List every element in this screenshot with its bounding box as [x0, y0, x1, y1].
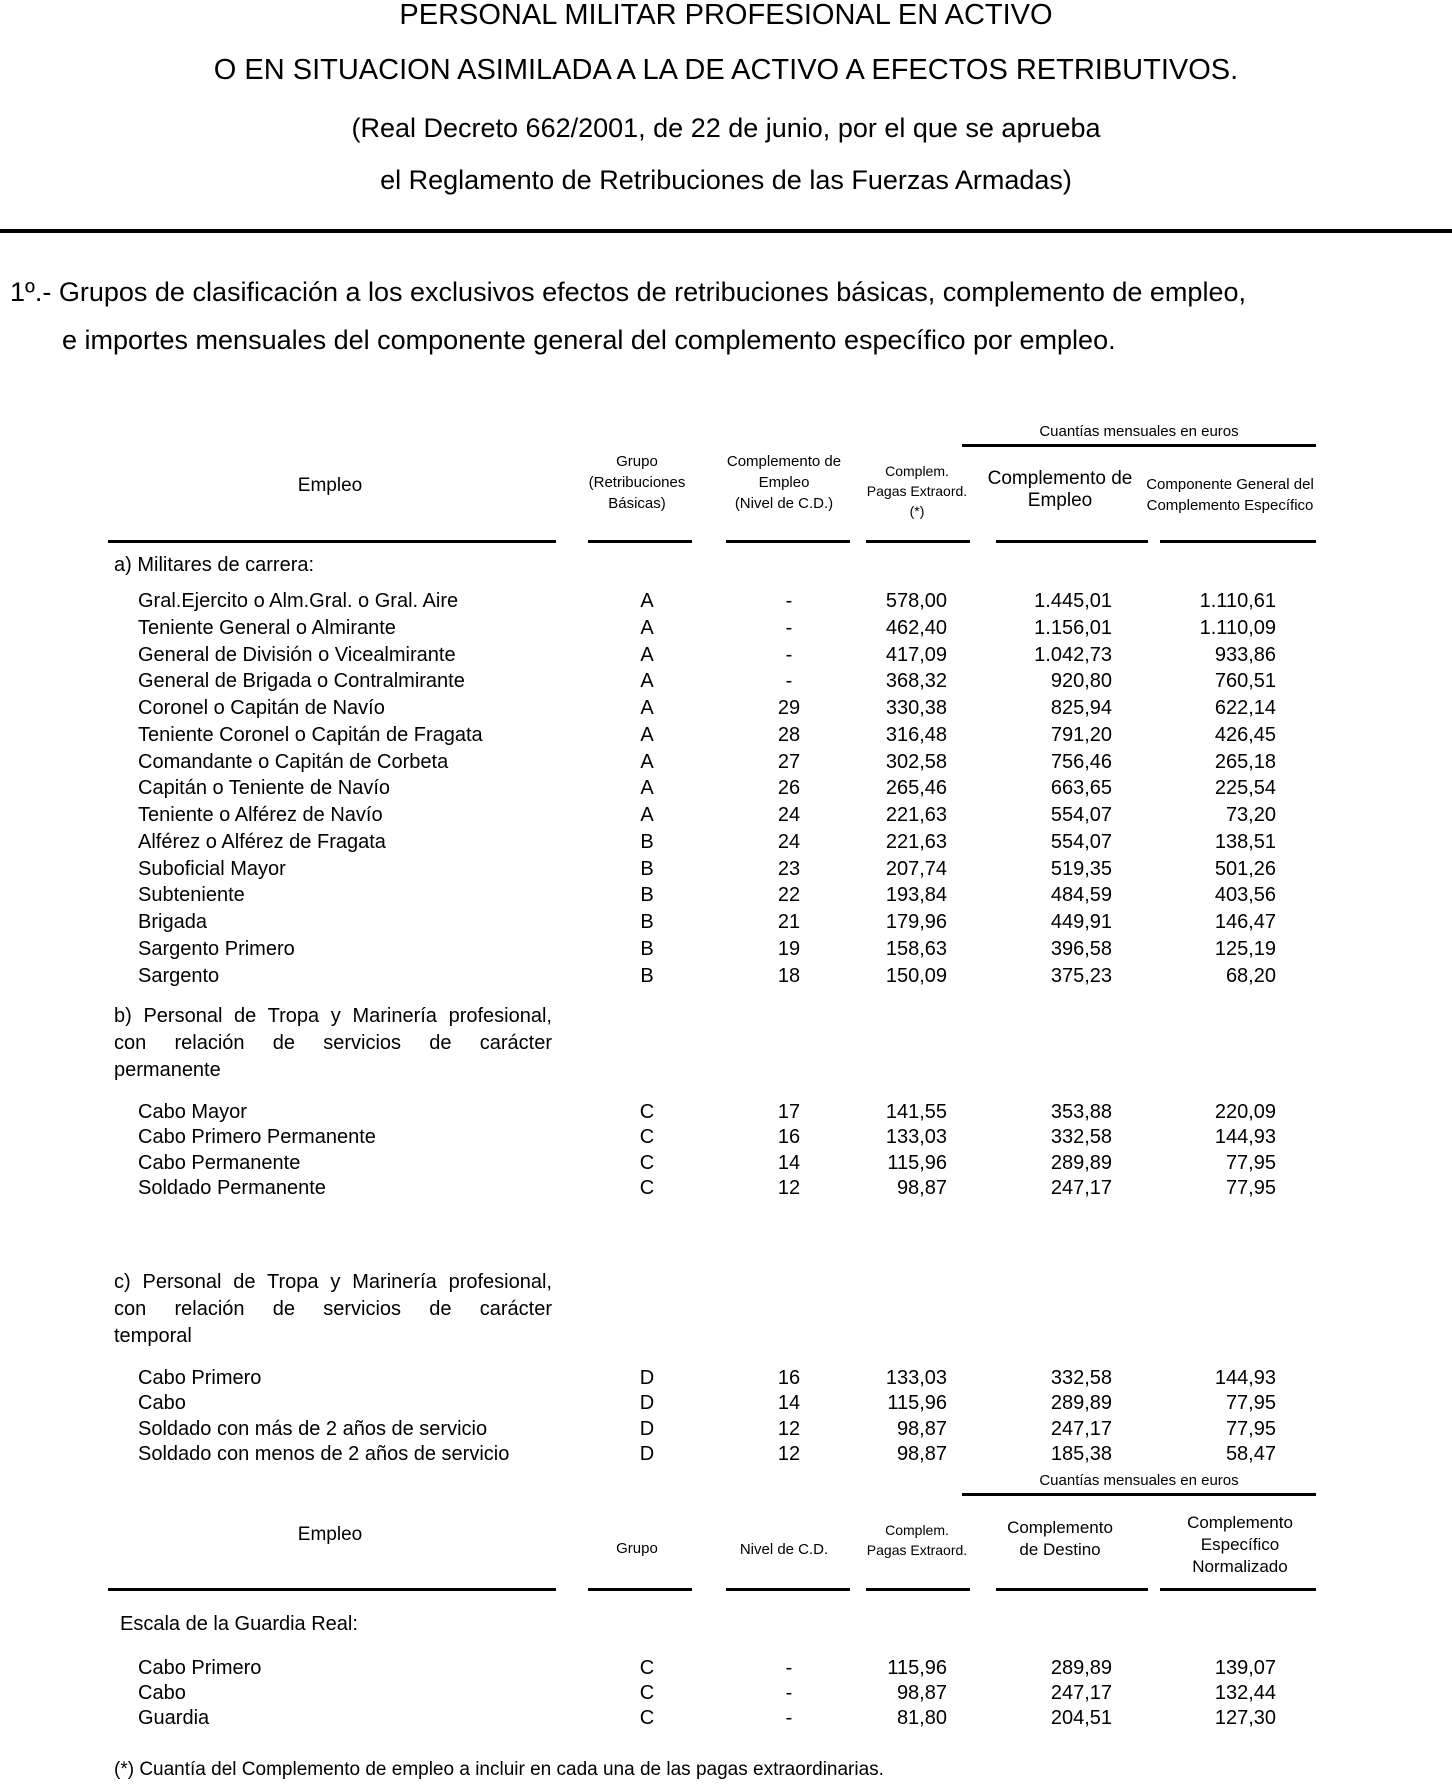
row-name: Brigada	[138, 911, 207, 933]
row-comp: 247,17	[1050, 1417, 1112, 1440]
title-line-4: el Reglamento de Retribuciones de las Fuerzas Armadas)	[380, 165, 1072, 195]
row-comp: 332,58	[1050, 1126, 1112, 1149]
row-comp: 289,89	[1050, 1657, 1112, 1679]
row-nivel: 24	[777, 804, 801, 826]
row-comp: 247,17	[1050, 1682, 1112, 1704]
row-grupo: A	[640, 804, 654, 826]
row-comp: 396,58	[1050, 937, 1112, 960]
row-name: Cabo Primero	[138, 1657, 262, 1679]
row-comp: 289,89	[1050, 1151, 1112, 1174]
table2-rule-comp	[996, 1588, 1148, 1591]
title-line-3: (Real Decreto 662/2001, de 22 de junio, por el que se aprueba	[351, 113, 1101, 143]
row-espec: 622,14	[1214, 697, 1276, 719]
table2-rule-nivel	[726, 1588, 850, 1591]
row-comp: 332,58	[1050, 1367, 1112, 1389]
row-pagas: 462,40	[885, 616, 947, 639]
table2-rule-espec	[1160, 1588, 1316, 1591]
row-nivel: 18	[777, 964, 801, 987]
row-nivel: 16	[777, 1126, 801, 1149]
row-grupo: D	[639, 1442, 655, 1465]
row-nivel: -	[785, 1707, 793, 1729]
row-pagas: 207,74	[885, 857, 947, 880]
row-grupo: D	[639, 1392, 655, 1415]
row-espec: 1.110,61	[1199, 590, 1276, 612]
row-espec: 138,51	[1214, 830, 1276, 853]
row-espec: 139,07	[1214, 1657, 1276, 1679]
title-divider	[0, 229, 1452, 233]
row-nivel: 14	[777, 1151, 801, 1174]
table-row	[0, 1124, 1452, 1150]
table2-col-pagas: Complem. Pagas Extraord.	[866, 1522, 968, 1558]
row-comp: 791,20	[1050, 723, 1112, 746]
row-grupo: B	[640, 911, 654, 933]
section-b-label: b) Personal de Tropa y Marinería profesional, con relación de servicios de carácter permanente	[114, 1005, 552, 1081]
row-pagas: 98,87	[896, 1682, 947, 1704]
row-espec: 77,95	[1225, 1417, 1276, 1440]
table1-col-pagas: Complem. Pagas Extraord. (*)	[866, 463, 968, 519]
row-espec: 73,20	[1225, 804, 1276, 826]
row-pagas: 98,87	[896, 1176, 947, 1199]
row-name: Alférez o Alférez de Fragata	[138, 830, 386, 853]
row-espec: 58,47	[1225, 1442, 1276, 1465]
row-espec: 77,95	[1225, 1176, 1276, 1199]
row-nivel: 27	[777, 750, 801, 773]
table-row	[0, 1150, 1452, 1176]
section-a-label: a) Militares de carrera:	[114, 554, 315, 576]
table-row	[0, 588, 1452, 614]
row-espec: 127,30	[1214, 1707, 1276, 1729]
row-nivel: -	[785, 1682, 793, 1704]
row-espec: 760,51	[1214, 670, 1276, 693]
row-comp: 519,35	[1050, 857, 1112, 880]
row-espec: 225,54	[1214, 777, 1276, 800]
row-nivel: 23	[777, 857, 801, 880]
table2-col-destino: Complemento de Destino	[1007, 1518, 1113, 1559]
row-name: General de Brigada o Contralmirante	[138, 670, 465, 693]
row-grupo: B	[640, 964, 654, 987]
row-comp: 1.042,73	[1034, 643, 1112, 666]
table2-rule-empleo	[108, 1588, 556, 1591]
row-pagas: 368,32	[885, 670, 947, 693]
table-row	[0, 775, 1452, 801]
table-row	[0, 642, 1452, 668]
row-comp: 185,38	[1050, 1442, 1112, 1465]
table1-rule-comp	[996, 540, 1148, 543]
row-grupo: B	[640, 937, 654, 960]
table-row	[0, 829, 1452, 855]
row-grupo: D	[639, 1417, 655, 1440]
table-row	[0, 1365, 1452, 1391]
table2-col-grupo: Grupo	[616, 1540, 658, 1557]
row-nivel: 28	[777, 723, 801, 746]
row-pagas: 193,84	[885, 884, 947, 907]
row-comp: 247,17	[1050, 1176, 1112, 1199]
row-grupo: B	[640, 884, 654, 907]
table1-col-comp: Complemento de Empleo	[987, 468, 1133, 511]
row-espec: 501,26	[1214, 857, 1276, 880]
row-pagas: 417,09	[885, 643, 947, 666]
table1-rule-grupo	[588, 540, 692, 543]
row-nivel: 22	[777, 884, 801, 907]
row-pagas: 98,87	[896, 1417, 947, 1440]
row-nivel: -	[785, 590, 793, 612]
table-row	[0, 909, 1452, 935]
row-grupo: C	[639, 1682, 655, 1704]
row-name: Suboficial Mayor	[138, 857, 286, 880]
row-comp: 449,91	[1050, 911, 1112, 933]
row-grupo: A	[640, 616, 654, 639]
row-name: Soldado Permanente	[138, 1176, 326, 1199]
table2-rule-pagas	[866, 1588, 970, 1591]
row-name: Sargento	[138, 964, 220, 987]
row-comp: 756,46	[1050, 750, 1112, 773]
row-name: Guardia	[138, 1707, 210, 1729]
row-comp: 289,89	[1050, 1392, 1112, 1415]
row-grupo: C	[639, 1176, 655, 1199]
table1-col-nivel: Complemento de Empleo (Nivel de C.D.)	[726, 453, 842, 512]
row-espec: 132,44	[1214, 1682, 1276, 1704]
row-comp: 353,88	[1050, 1101, 1112, 1123]
row-pagas: 316,48	[885, 723, 947, 746]
table2-group-header: Cuantías mensuales en euros	[1039, 1472, 1239, 1489]
row-espec: 265,18	[1214, 750, 1276, 773]
row-grupo: B	[640, 857, 654, 880]
title-line-2: O EN SITUACION ASIMILADA A LA DE ACTIVO A EFECTOS RETRIBUTIVOS.	[213, 54, 1239, 86]
row-name: Coronel o Capitán de Navío	[138, 697, 385, 719]
row-pagas: 141,55	[885, 1101, 947, 1123]
row-name: Teniente General o Almirante	[138, 616, 396, 639]
table2-col-nivel: Nivel de C.D.	[739, 1541, 829, 1558]
table-row	[0, 1099, 1452, 1125]
table-row	[0, 722, 1452, 748]
row-nivel: -	[785, 670, 793, 693]
table-row	[0, 1390, 1452, 1416]
row-pagas: 133,03	[885, 1367, 947, 1389]
table2-col-espec: Complemento Específico Normalizado	[1187, 1513, 1293, 1576]
row-espec: 933,86	[1214, 643, 1276, 666]
row-pagas: 578,00	[885, 590, 947, 612]
table-row	[0, 1416, 1452, 1442]
row-pagas: 115,96	[887, 1151, 947, 1174]
table2-col-empleo: Empleo	[297, 1524, 363, 1545]
row-pagas: 330,38	[885, 697, 947, 719]
row-comp: 204,51	[1050, 1707, 1112, 1729]
row-pagas: 133,03	[885, 1126, 947, 1149]
row-pagas: 81,80	[896, 1707, 947, 1729]
row-name: Soldado con más de 2 años de servicio	[138, 1417, 488, 1440]
table-row	[0, 1705, 1452, 1731]
intro-line-1: 1º.- Grupos de clasificación a los exclusivos efectos de retribuciones básicas, complemento de empleo,	[10, 277, 1246, 307]
intro-line-2: e importes mensuales del componente general del complemento específico por empleo.	[62, 325, 1116, 355]
row-nivel: 12	[777, 1442, 801, 1465]
row-name: Cabo	[138, 1392, 186, 1415]
row-nivel: 29	[777, 697, 801, 719]
row-espec: 220,09	[1214, 1101, 1276, 1123]
row-grupo: C	[639, 1126, 655, 1149]
row-nivel: 12	[777, 1417, 801, 1440]
row-espec: 144,93	[1214, 1367, 1276, 1389]
row-comp: 554,07	[1050, 830, 1112, 853]
row-nivel: 24	[777, 830, 801, 853]
row-grupo: C	[639, 1151, 655, 1174]
table1-rule-pagas	[866, 540, 970, 543]
row-nivel: 16	[777, 1367, 801, 1389]
row-nivel: -	[785, 643, 793, 666]
row-espec: 77,95	[1225, 1151, 1276, 1174]
row-pagas: 98,87	[896, 1442, 947, 1465]
row-nivel: 19	[777, 937, 801, 960]
row-grupo: A	[640, 697, 654, 719]
table-row	[0, 1680, 1452, 1706]
section-c-label: c) Personal de Tropa y Marinería profesional, con relación de servicios de carácter temporal	[114, 1271, 552, 1347]
row-grupo: A	[640, 643, 654, 666]
row-grupo: A	[640, 590, 654, 612]
row-grupo: A	[640, 750, 654, 773]
row-name: General de División o Vicealmirante	[138, 643, 456, 666]
table1-rule-empleo	[108, 540, 556, 543]
row-name: Gral.Ejercito o Alm.Gral. o Gral. Aire	[138, 590, 459, 612]
row-comp: 1.156,01	[1034, 616, 1112, 639]
row-comp: 484,59	[1050, 884, 1112, 907]
table-row	[0, 615, 1452, 641]
row-pagas: 221,63	[885, 830, 947, 853]
row-name: Cabo Primero Permanente	[138, 1126, 376, 1149]
table-row	[0, 856, 1452, 882]
row-nivel: -	[785, 1657, 793, 1679]
row-pagas: 221,63	[885, 804, 947, 826]
table-row	[0, 1175, 1452, 1201]
row-comp: 375,23	[1050, 964, 1112, 987]
row-grupo: B	[640, 830, 654, 853]
row-name: Cabo Primero	[138, 1367, 262, 1389]
table-row	[0, 695, 1452, 721]
table2-rule-grupo	[588, 1588, 692, 1591]
table-row	[0, 1655, 1452, 1681]
title-line-1: PERSONAL MILITAR PROFESIONAL EN ACTIVO	[399, 0, 1053, 31]
table1-group-rule	[962, 444, 1316, 447]
row-pagas: 302,58	[885, 750, 947, 773]
row-grupo: C	[639, 1101, 655, 1123]
table2-group-rule	[962, 1493, 1316, 1496]
row-name: Cabo Mayor	[138, 1101, 247, 1123]
row-comp: 554,07	[1050, 804, 1112, 826]
table-row	[0, 1441, 1452, 1467]
row-comp: 920,80	[1050, 670, 1112, 693]
row-espec: 146,47	[1214, 911, 1276, 933]
row-grupo: C	[639, 1707, 655, 1729]
row-comp: 1.445,01	[1034, 590, 1112, 612]
row-espec: 77,95	[1225, 1392, 1276, 1415]
row-pagas: 115,96	[887, 1657, 947, 1679]
row-pagas: 179,96	[885, 911, 947, 933]
row-pagas: 115,96	[887, 1392, 947, 1415]
table1-col-empleo: Empleo	[297, 475, 363, 496]
row-name: Cabo Permanente	[138, 1151, 301, 1174]
row-comp: 663,65	[1050, 777, 1112, 800]
row-grupo: A	[640, 723, 654, 746]
row-espec: 1.110,09	[1199, 616, 1276, 639]
table-row	[0, 936, 1452, 962]
row-nivel: 26	[777, 777, 801, 800]
row-espec: 125,19	[1214, 937, 1276, 960]
table2-section-label: Escala de la Guardia Real:	[120, 1613, 358, 1635]
row-name: Teniente Coronel o Capitán de Fragata	[138, 723, 483, 746]
row-name: Capitán o Teniente de Navío	[138, 777, 391, 800]
row-name: Comandante o Capitán de Corbeta	[138, 750, 449, 773]
row-nivel: 17	[777, 1101, 801, 1123]
row-grupo: C	[639, 1657, 655, 1679]
row-pagas: 158,63	[885, 937, 947, 960]
row-espec: 68,20	[1225, 964, 1276, 987]
row-grupo: D	[639, 1367, 655, 1389]
row-espec: 403,56	[1214, 884, 1276, 907]
row-pagas: 150,09	[885, 964, 947, 987]
row-name: Cabo	[138, 1682, 186, 1704]
row-nivel: 12	[777, 1176, 801, 1199]
table-row	[0, 749, 1452, 775]
row-nivel: 14	[777, 1392, 801, 1415]
row-espec: 426,45	[1214, 723, 1276, 746]
row-grupo: A	[640, 670, 654, 693]
row-name: Sargento Primero	[138, 937, 295, 960]
row-nivel: -	[785, 616, 793, 639]
row-name: Subteniente	[138, 884, 245, 907]
table1-rule-nivel	[726, 540, 850, 543]
row-grupo: A	[640, 777, 654, 800]
footnote: (*) Cuantía del Complemento de empleo a incluir en cada una de las pagas extraordinarias.	[114, 1759, 884, 1780]
table1-col-espec: Componente General del Complemento Específico	[1146, 476, 1314, 514]
row-espec: 144,93	[1214, 1126, 1276, 1149]
row-nivel: 21	[777, 911, 801, 933]
row-pagas: 265,46	[885, 777, 947, 800]
row-comp: 825,94	[1050, 697, 1112, 719]
row-name: Teniente o Alférez de Navío	[138, 804, 383, 826]
table1-rule-espec	[1160, 540, 1316, 543]
row-name: Soldado con menos de 2 años de servicio	[138, 1442, 510, 1465]
table-row	[0, 668, 1452, 694]
table-row	[0, 882, 1452, 908]
table-row	[0, 802, 1452, 828]
table-row	[0, 963, 1452, 989]
table1-group-header: Cuantías mensuales en euros	[1039, 423, 1239, 440]
table1-col-grupo: Grupo (Retribuciones Básicas)	[588, 453, 686, 512]
